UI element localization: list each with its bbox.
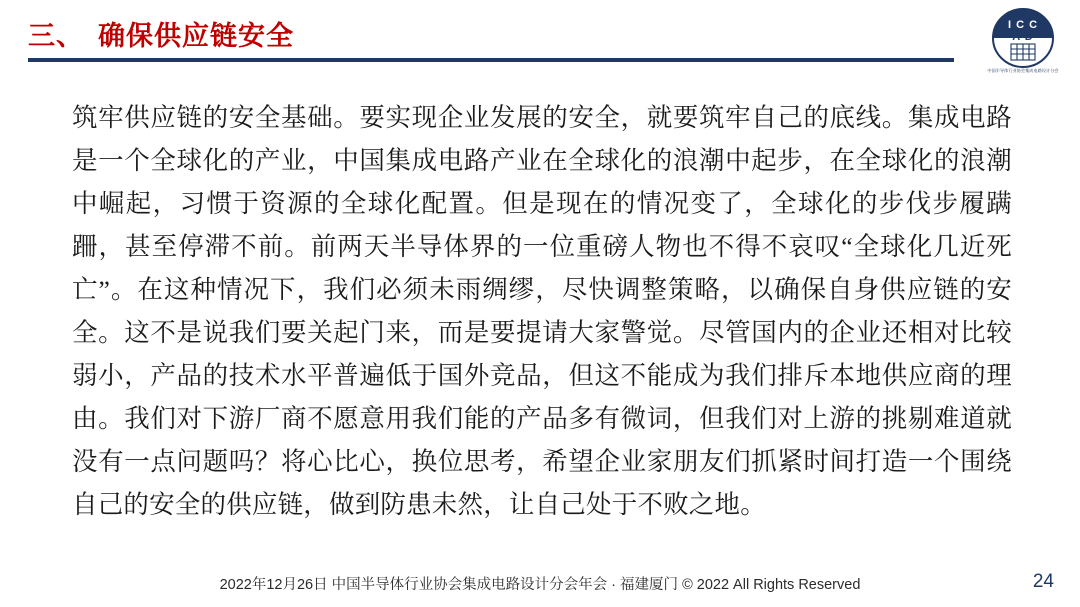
body-paragraph: 筑牢供应链的安全基础。要实现企业发展的安全，就要筑牢自己的底线。集成电路是一个全球化的产业，中国集成电路产业在全球化的浪潮中起步，在全球化的浪潮中崛起，习惯于资源的全球化配置。但是现在的情况变了，全球化的步伐步履蹒跚，甚至停滞不前。前两天半导体界的一位重磅人物也不得不哀叹“全球化几近死亡”。在这种情况下，我们必须未雨绸缪，尽快调整策略，以确保自身供应链的安全。这不是说我们要关起门来，而是要提请大家警觉。尽管国内的企业还相对比较弱小，产品的技术水平普遍低于国外竞品，但这不能成为我们排斥本地供应商的理由。我们对下游厂商不愿意用我们能的产品多有微词，但我们对上游的挑剔难道就没有一点问题吗？将心比心，换位思考，希望企业家朋友们抓紧时间打造一个围绕自己的安全的供应链，做到防患未然，让自己处于不败之地。 <box>72 103 1012 519</box>
page-number: 24 <box>1032 571 1054 592</box>
title-underline-rule <box>28 58 954 62</box>
iccad-logo <box>986 6 1060 76</box>
svg-text:I C C: I C C <box>1007 19 1039 31</box>
footer-copyright: 2022年12月26日 中国半导体行业协会集成电路设计分会年会 · 福建厦门 © 2022 All Rights Reserved <box>219 577 861 593</box>
logo-graphic-icon <box>986 6 1060 76</box>
page-title <box>28 14 294 53</box>
section-number: 三、 <box>28 21 84 51</box>
slide-header <box>0 0 1080 78</box>
svg-text:中国半导体行业协会集成电路设计分会: 中国半导体行业协会集成电路设计分会 <box>987 68 1059 73</box>
section-title: 确保供应链安全 <box>98 21 294 51</box>
svg-text:A D: A D <box>1012 31 1034 43</box>
slide-footer <box>0 573 1080 599</box>
